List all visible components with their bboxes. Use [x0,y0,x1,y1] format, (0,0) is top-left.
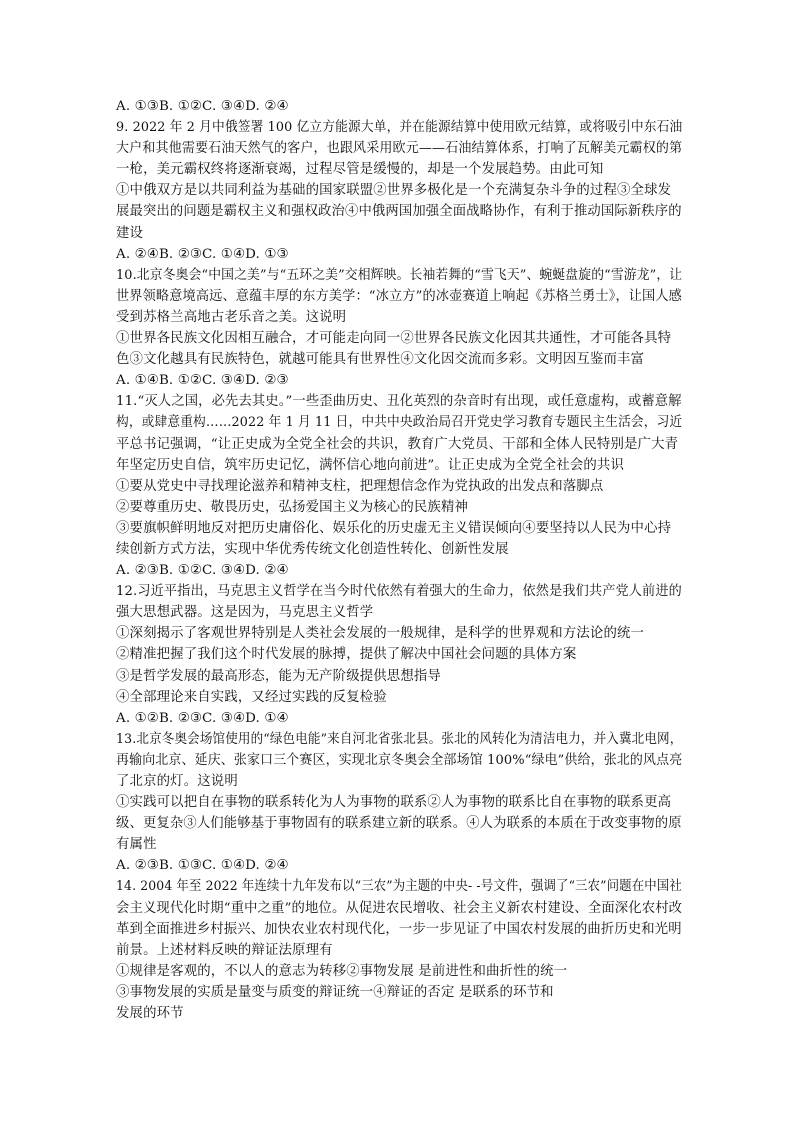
text-line: 年坚定历史自信，筑牢历史记忆，满怀信心地向前进”。让正史成为全党全社会的共识 [116,457,624,473]
text-line: 平总书记强调，“让正史成为全党全社会的共识，教育广大党员、干部和全体人民特别是广大青 [116,436,679,452]
text-line: 会主义现代化时期“重中之重”的地位。从促进农民增收、社会主义新农村建设、全面深化农村改 [116,900,683,916]
text-line: 强大思想武器。这是因为，马克思主义哲学 [116,605,374,621]
text-line: A. ①③B. ①②C. ③④D. ②④ [116,99,289,114]
text-line: 14. 2004 年至 2022 年连续十九年发布以“三农”为主题的中央- -号文件，强调了“三农”问题在中国社 [116,879,682,895]
text-line: 级、更复杂③人们能够基于事物固有的联系建立新的联系。④人为联系的本质在于改变事物的原 [116,816,682,832]
text-line: A. ②③B. ①③C. ①④D. ②④ [116,858,289,874]
text-line: 发展的环节 [116,1006,184,1022]
text-line: A. ②④B. ②③C. ①④D. ①③ [116,246,289,262]
text-line: ②精准把握了我们这个时代发展的脉搏，提供了解决中国社会问题的具体方案 [116,647,577,663]
text-line: 大户和其他需要石油天然气的客户，也跟风采用欧元——石油结算体系，打响了瓦解美元霸权的第 [116,141,683,157]
text-line: 建设 [116,225,144,241]
text-line: ③是哲学发展的最高形态，能为无产阶级提供思想指导 [116,668,441,684]
text-line: 前景。上述材料反映的辩证法原理有 [116,942,333,958]
document-page [116,96,682,1024]
text-line: 构，或肆意重构……2022 年 1 月 11 日，中共中央政治局召开党史学习教育专题民主生活会，习近 [116,415,683,431]
text-line: ④全部理论来自实践，又经过实践的反复检验 [116,689,387,705]
text-line: ③事物发展的实质是量变与质变的辩证统一④辩证的否定 是联系的环节和 [116,984,554,1000]
text-line: 世界领略意境高远、意蕴丰厚的东方美学：“冰立方”的冰壶赛道上响起《苏格兰勇士》，让国人感 [116,288,682,304]
text-line: 展最突出的问题是霸权主义和强权政治④中俄两国加强全面战略协作，有利于推动国际新秩序的 [116,204,682,220]
text-line: A. ②③B. ①②C. ③④D. ②④ [116,563,289,579]
text-line: ①规律是客观的，不以人的意志为转移②事物发展 是前进性和曲折性的统一 [116,963,568,979]
text-line: 有属性 [116,837,157,853]
text-line: A. ①④B. ①②C. ③④D. ②③ [116,373,289,389]
text-line: 了北京的灯。这说明 [116,774,238,789]
text-line: 一枪，美元霸权终将逐渐衰竭，过程尽管是缓慢的，却是一个发展趋势。由此可知 [116,162,604,178]
text-line: 13.北京冬奥会场馆使用的“绿色电能”来自河北省张北县。张北的风转化为清洁电力，并入冀北电网， [116,731,683,747]
text-line: 12.习近平指出，马克思主义哲学在当今时代依然有着强大的生命力，依然是我们共产党人前进的 [116,584,682,600]
text-line: 再输向北京、延庆、张家口三个赛区，实现北京冬奥会全部场馆 100%“绿电”供给，张北的风点亮 [116,752,683,768]
text-line: ①要从党史中寻找理论滋养和精神支柱，把理想信念作为党执政的出发点和落脚点 [116,478,604,494]
text-line: ③要旗帜鲜明地反对把历史庸俗化、娱乐化的历史虚无主义错误倾向④要坚持以人民为中心持 [116,520,672,536]
text-line: 9. 2022 年 2 月中俄签署 100 亿立方能源大单，并在能源结算中使用欧元结算，或将吸引中东石油 [116,120,683,136]
text-line: ②要尊重历史、敬畏历史，弘扬爱国主义为核心的民族精神 [116,499,469,515]
text-line: 续创新方式方法，实现中华优秀传统文化创造性转化、创新性发展 [116,541,509,557]
text-line: 受到苏格兰高地古老乐音之美。这说明 [116,309,347,325]
text-line: 10.北京冬奥会“中国之美”与“五环之美”交相辉映。长袖若舞的“雪飞天”、蜿蜒盘旋的“雪游龙”，让 [116,267,683,283]
text-line: ①世界各民族文化因相互融合，才可能走向同一②世界各民族文化因其共通性，才可能各具特 [116,331,672,347]
text-line: ①中俄双方是以共同利益为基础的国家联盟②世界多极化是一个充满复杂斗争的过程③全球发 [116,183,672,199]
text-line: A. ①②B. ②③C. ③④D. ①④ [116,710,289,726]
text-line: ①实践可以把自在事物的联系转化为人为事物的联系②人为事物的联系比自在事物的联系更高 [116,795,672,811]
text-line: 革到全面推进乡村振兴、加快农业农村现代化，一步一步见证了中国农村发展的曲折历史和光明 [116,921,682,937]
text-line: 色③文化越具有民族特色，就越可能具有世界性④文化因交流而多彩。文明因互鉴而丰富 [116,352,645,368]
text-line: ①深刻揭示了客观世界特别是人类社会发展的一般规律，是科学的世界观和方法论的统一 [116,626,645,642]
text-line: 11.“灭人之国，必先去其史。”一些歪曲历史、丑化英烈的杂音时有出现，或任意虚构，或蓄意解 [116,394,682,410]
